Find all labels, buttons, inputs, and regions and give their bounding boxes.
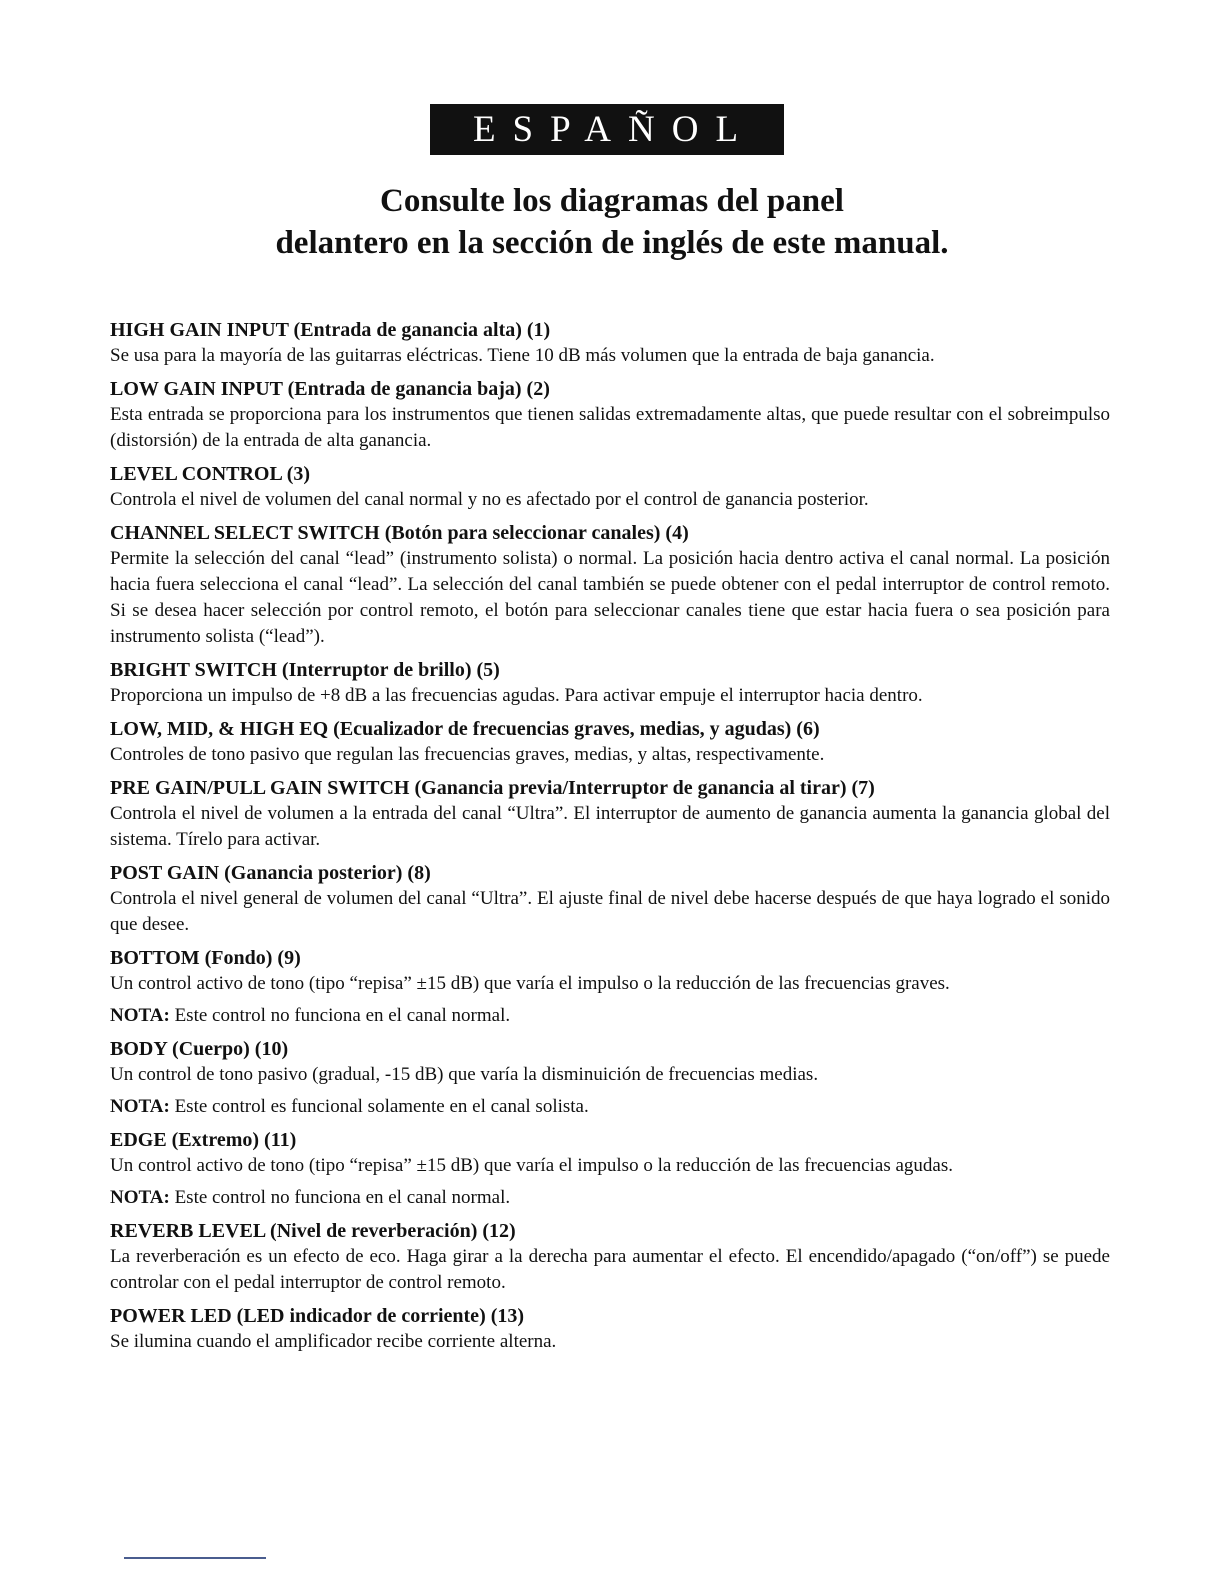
footer-rule: [124, 1557, 266, 1559]
section-bottom: [110, 946, 1110, 1029]
section-title: LOW, MID, & HIGH EQ (Ecualizador de frecuencias graves, medias, y agudas) (6): [110, 718, 820, 740]
section-body: Controla el nivel general de volumen del canal “Ultra”. El ajuste final de nivel debe hacerse después de que haya logrado el sonido que desee.: [110, 888, 1110, 935]
page-title-line-2: delantero en la sección de inglés de este manual.: [275, 225, 949, 261]
section-pre-gain: [110, 776, 1110, 853]
section-body: Un control de tono pasivo (gradual, -15 dB) que varía la disminuición de frecuencias medias.: [110, 1064, 819, 1085]
section-note: [110, 1094, 1110, 1120]
section-reverb-level: [110, 1219, 1110, 1296]
page-title-line-1: Consulte los diagramas del panel: [380, 183, 844, 219]
section-body-control: [110, 1037, 1110, 1120]
note-label: NOTA:: [110, 1005, 170, 1026]
section-title: POST GAIN (Ganancia posterior) (8): [110, 862, 431, 884]
section-low-gain-input: [110, 377, 1110, 454]
section-title: BRIGHT SWITCH (Interruptor de brillo) (5): [110, 659, 500, 681]
note-label: NOTA:: [110, 1187, 170, 1208]
section-post-gain: [110, 861, 1110, 938]
section-bright-switch: [110, 658, 1110, 709]
section-title: HIGH GAIN INPUT (Entrada de ganancia alta) (1): [110, 319, 551, 341]
language-banner: ESPAÑOL: [430, 104, 784, 155]
section-title: PRE GAIN/PULL GAIN SWITCH (Ganancia previa/Interruptor de ganancia al tirar) (7): [110, 777, 875, 799]
section-power-led: [110, 1304, 1110, 1355]
section-channel-select-switch: [110, 521, 1110, 650]
section-title: LOW GAIN INPUT (Entrada de ganancia baja) (2): [110, 378, 550, 400]
section-high-gain-input: [110, 318, 1110, 369]
section-body: Un control activo de tono (tipo “repisa” ±15 dB) que varía el impulso o la reducción de las frecuencias graves.: [110, 973, 950, 994]
section-eq: [110, 717, 1110, 768]
section-body: Se ilumina cuando el amplificador recibe corriente alterna.: [110, 1331, 557, 1352]
section-body: Proporciona un impulso de +8 dB a las frecuencias agudas. Para activar empuje el interruptor hacia dentro.: [110, 685, 923, 706]
section-body: Permite la selección del canal “lead” (instrumento solista) o normal. La posición hacia dentro activa el canal normal. La posición hacia fuera selecciona el canal “lead”. La selección del canal también se puede obtener con el pedal interruptor de control remoto. Si se desea hacer selección por control remoto, el botón para seleccionar canales tiene que estar hacia fuera o sea posición para instrumento solista (“lead”).: [110, 548, 1110, 647]
note-text: Este control no funciona en el canal normal.: [174, 1187, 511, 1208]
section-title: BOTTOM (Fondo) (9): [110, 947, 301, 969]
section-title: EDGE (Extremo) (11): [110, 1129, 297, 1151]
note-text: Este control no funciona en el canal normal.: [174, 1005, 511, 1026]
section-title: CHANNEL SELECT SWITCH (Botón para seleccionar canales) (4): [110, 522, 689, 544]
section-body: Controla el nivel de volumen a la entrada del canal “Ultra”. El interruptor de aumento de ganancia aumenta la ganancia global del sistema. Tírelo para activar.: [110, 803, 1110, 850]
page-title: [0, 180, 1224, 264]
note-text: Este control es funcional solamente en el canal solista.: [174, 1096, 589, 1117]
section-body: Un control activo de tono (tipo “repisa” ±15 dB) que varía el impulso o la reducción de las frecuencias agudas.: [110, 1155, 953, 1176]
section-title: LEVEL CONTROL (3): [110, 463, 311, 485]
section-note: [110, 1185, 1110, 1211]
section-title: POWER LED (LED indicador de corriente) (13): [110, 1305, 525, 1327]
section-body: Esta entrada se proporciona para los instrumentos que tienen salidas extremadamente altas, que puede resultar con el sobreimpulso (distorsión) de la entrada de alta ganancia.: [110, 404, 1110, 451]
section-level-control: [110, 462, 1110, 513]
section-edge: [110, 1128, 1110, 1211]
control-descriptions: [110, 318, 1110, 1363]
section-title: BODY (Cuerpo) (10): [110, 1038, 289, 1060]
note-label: NOTA:: [110, 1096, 170, 1117]
section-body: La reverberación es un efecto de eco. Haga girar a la derecha para aumentar el efecto. El encendido/apagado (“on/off”) se puede controlar con el pedal interruptor de control remoto.: [110, 1246, 1110, 1293]
section-note: [110, 1003, 1110, 1029]
section-body: Controla el nivel de volumen del canal normal y no es afectado por el control de ganancia posterior.: [110, 489, 869, 510]
section-title: REVERB LEVEL (Nivel de reverberación) (12): [110, 1220, 516, 1242]
section-body: Se usa para la mayoría de las guitarras eléctricas. Tiene 10 dB más volumen que la entrada de baja ganancia.: [110, 345, 935, 366]
section-body: Controles de tono pasivo que regulan las frecuencias graves, medias, y altas, respectivamente.: [110, 744, 825, 765]
